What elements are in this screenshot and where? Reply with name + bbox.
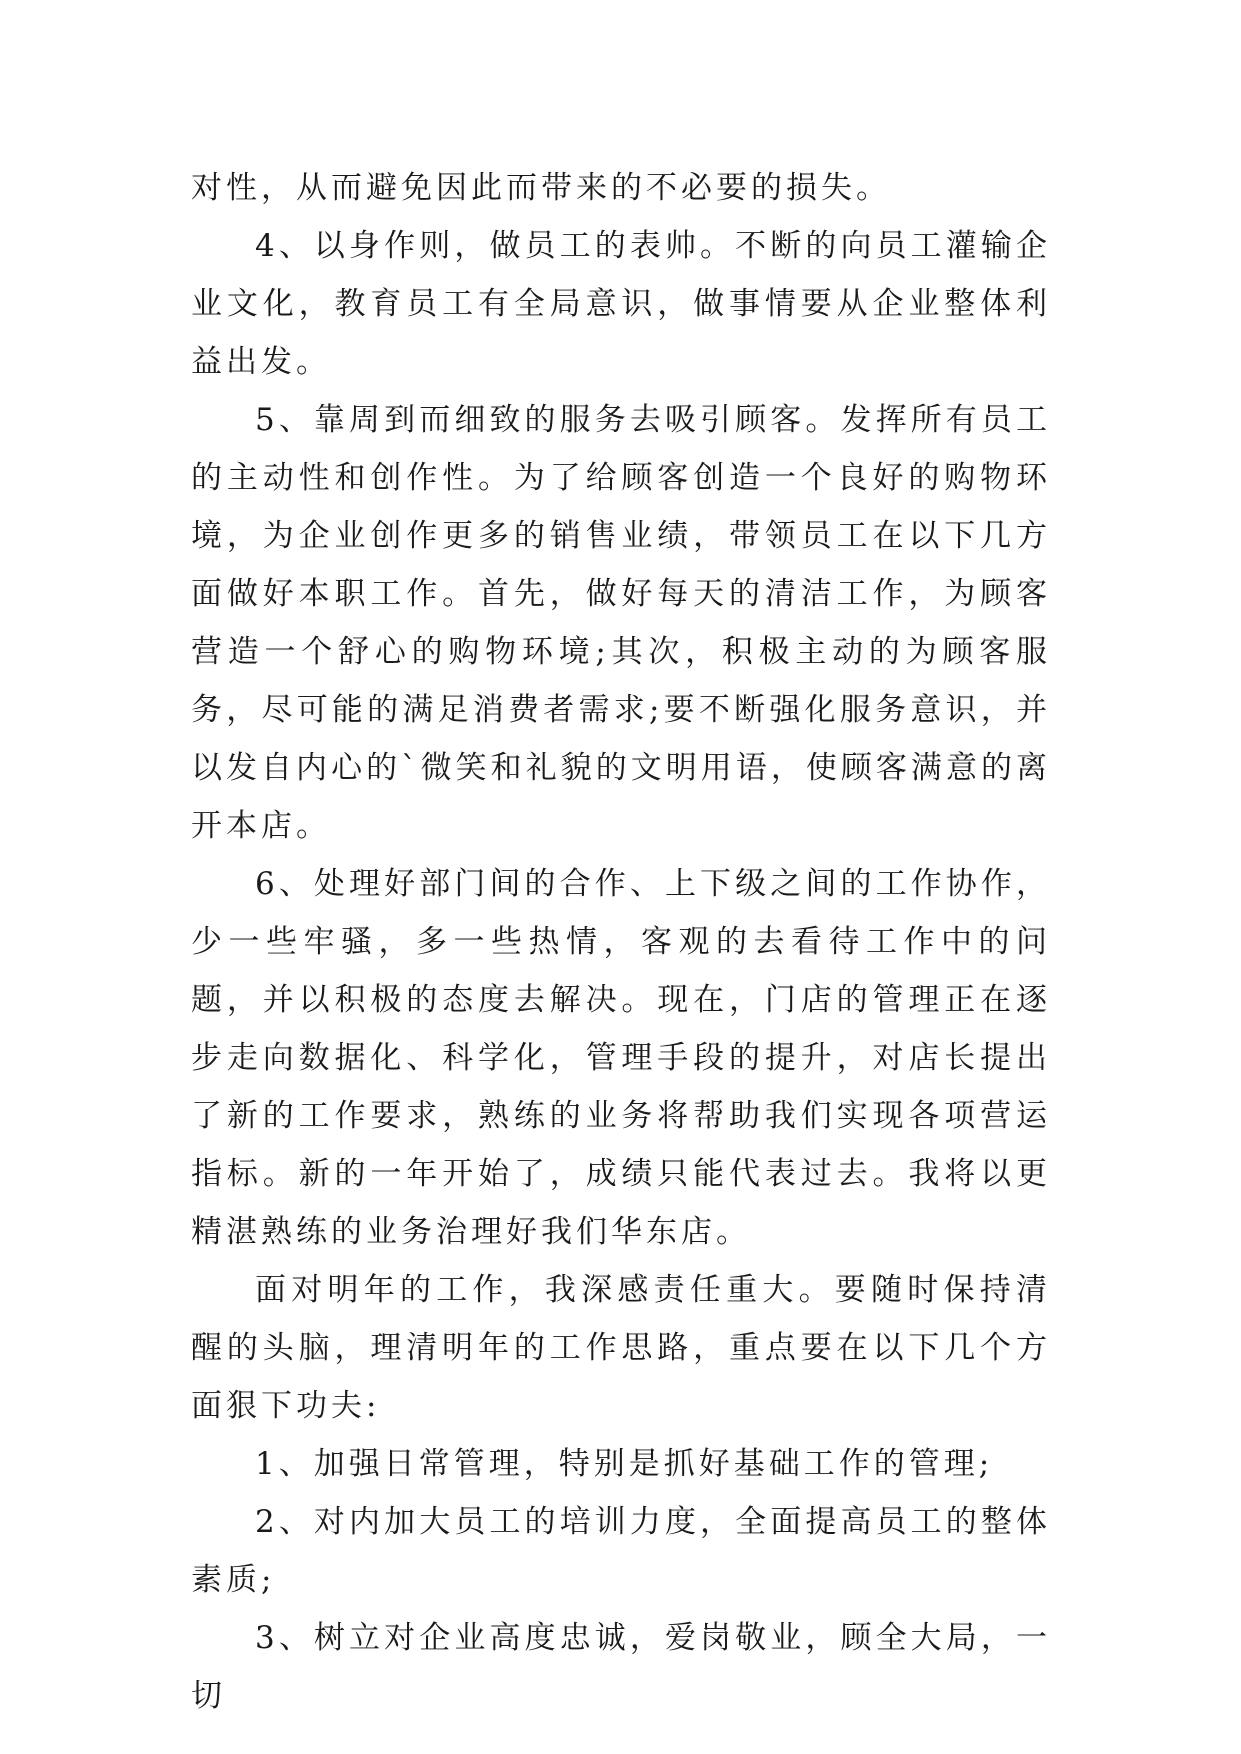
paragraph-next-year-intro: 面对明年的工作，我深感责任重大。要随时保持清醒的头脑，理清明年的工作思路，重点要在以下几个方面狠下功夫: — [191, 1272, 1051, 1424]
paragraph-plan-1: 1、加强日常管理，特别是抓好基础工作的管理; — [255, 1446, 994, 1482]
paragraph-item-5: 5、靠周到而细致的服务去吸引顾客。发挥所有员工的主动性和创作性。为了给顾客创造一个良好的购物环境，为企业创作更多的销售业绩，带领员工在以下几方面做好本职工作。首先，做好每天的清洁工作，为顾客营造一个舒心的购物环境;其次，积极主动的为顾客服务，尽可能的满足消费者需求;要不断强化服务意识，并以发自内心的`微笑和礼貌的文明用语，使顾客满意的离开本店。 — [191, 402, 1051, 844]
paragraph-plan-2: 2、对内加大员工的培训力度，全面提高员工的整体素质; — [191, 1504, 1051, 1598]
paragraph-plan-3: 3、树立对企业高度忠诚，爱岗敬业，顾全大局，一切 — [191, 1620, 1051, 1714]
document-body — [191, 159, 1051, 1725]
paragraph-item-6: 6、处理好部门间的合作、上下级之间的工作协作，少一些牢骚，多一些热情，客观的去看待工作中的问题，并以积极的态度去解决。现在，门店的管理正在逐步走向数据化、科学化，管理手段的提升，对店长提出了新的工作要求，熟练的业务将帮助我们实现各项营运指标。新的一年开始了，成绩只能代表过去。我将以更精湛熟练的业务治理好我们华东店。 — [191, 866, 1051, 1250]
paragraph-item-4: 4、以身作则，做员工的表帅。不断的向员工灌输企业文化，教育员工有全局意识，做事情要从企业整体利益出发。 — [191, 228, 1051, 380]
paragraph-continuation: 对性，从而避免因此而带来的不必要的损失。 — [191, 170, 891, 206]
